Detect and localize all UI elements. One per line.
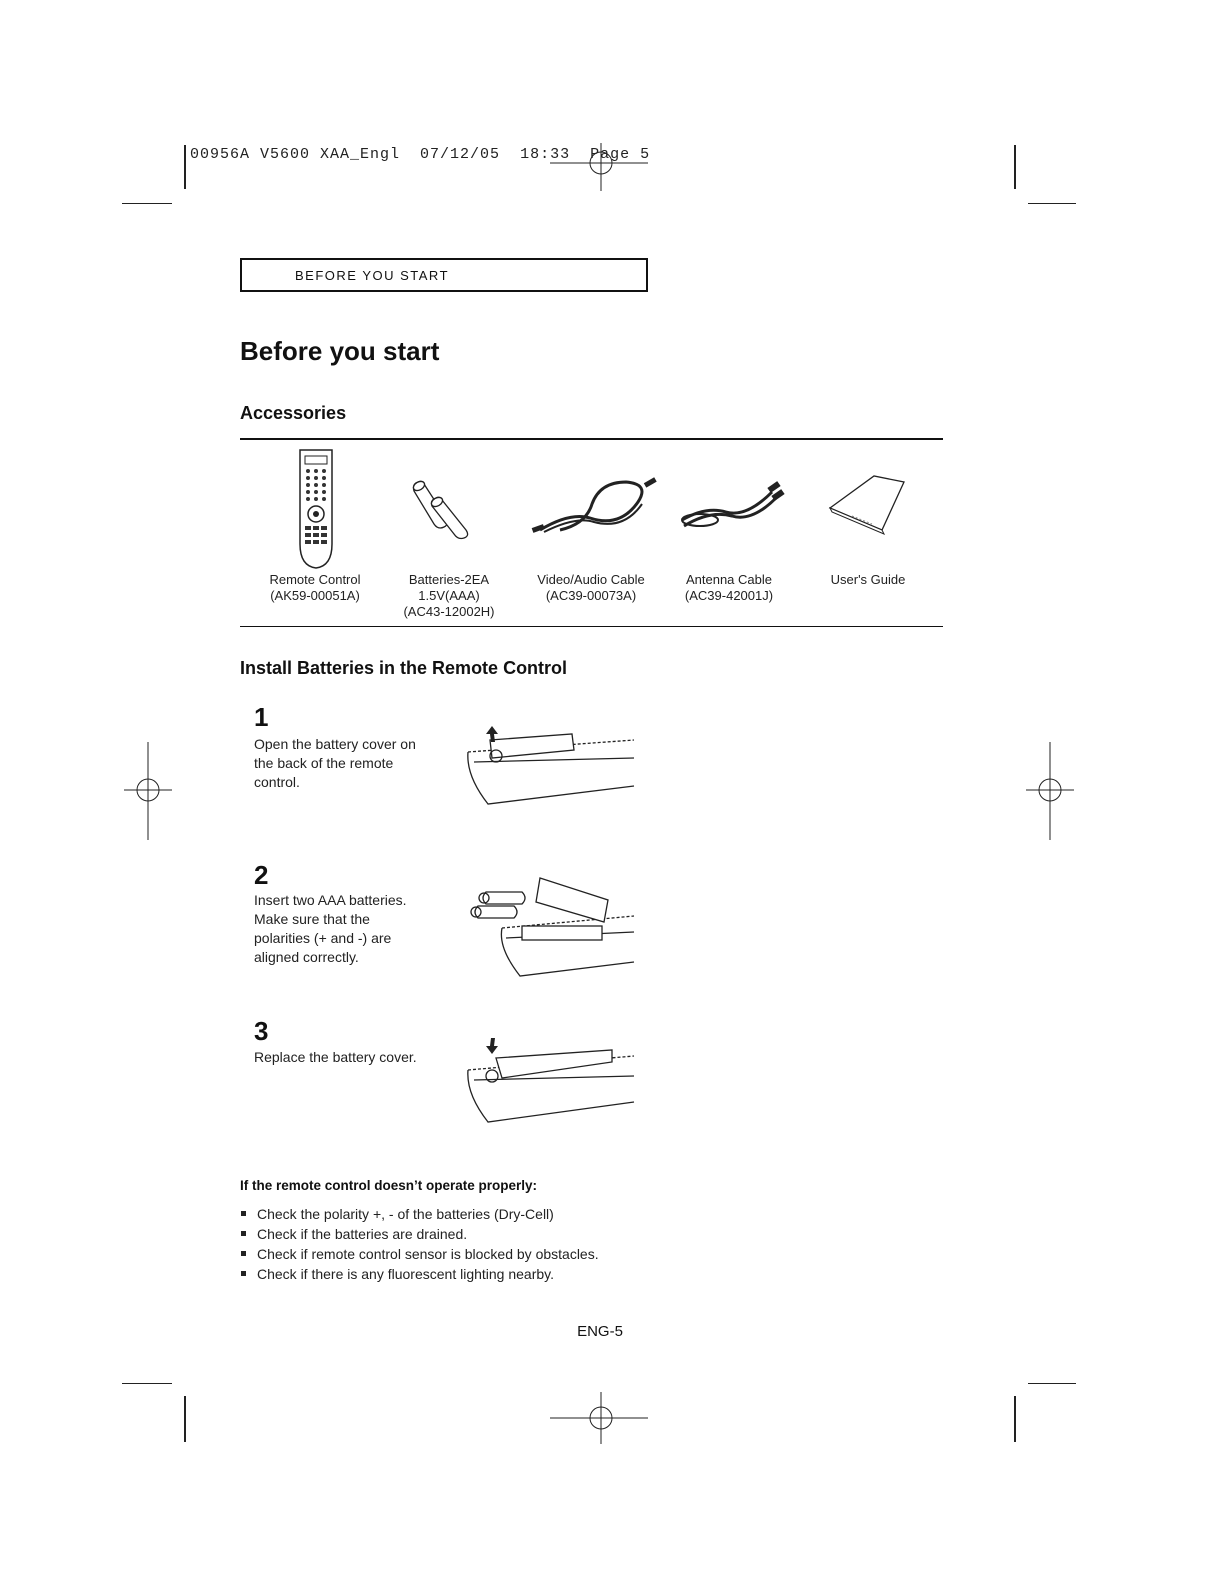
troubleshooting-heading: If the remote control doesn’t operate properly: (240, 1178, 538, 1193)
step-text: Insert two AAA batteries. Make sure that the polarities (+ and -) are aligned correctly. (254, 892, 407, 965)
step-number: 1 (254, 702, 269, 732)
page-title: Before you start (240, 336, 440, 366)
accessory-name: Remote Control (269, 572, 361, 587)
accessory-name: Batteries-2EA (408, 572, 490, 587)
crop-mark (184, 145, 186, 189)
accessory-label (516, 572, 666, 604)
step-number: 2 (254, 860, 269, 890)
accessory-name: Antenna Cable (685, 572, 772, 587)
antenna-cable-icon (676, 476, 786, 536)
accessories-bottom-rule (240, 626, 943, 627)
section-header-text: BEFORE YOU START (294, 268, 450, 283)
registration-mark (550, 135, 650, 195)
accessory-part: (AC39-00073A) (545, 588, 637, 603)
video-audio-cable-icon (530, 472, 660, 542)
accessories-heading: Accessories (240, 403, 347, 423)
step-number: 3 (254, 1016, 269, 1046)
batteries-icon (412, 472, 482, 542)
open-battery-cover-illustration (462, 726, 642, 826)
crop-mark (1028, 203, 1076, 204)
list-item: Check if remote control sensor is blocked by obstacles. (240, 1244, 599, 1264)
accessory-label (654, 572, 804, 604)
page-number: ENG-5 (577, 1323, 623, 1340)
accessory-spec: 1.5V(AAA) (418, 588, 480, 603)
section-header-box (240, 258, 648, 292)
accessory-part: (AK59-00051A) (270, 588, 360, 603)
list-item: Check if there is any fluorescent lighting nearby. (240, 1264, 599, 1284)
registration-mark (1022, 742, 1082, 842)
accessory-label (793, 572, 943, 588)
accessory-label (374, 572, 524, 620)
crop-mark (1014, 145, 1016, 189)
accessory-part: (AC39-42001J) (684, 588, 774, 603)
step-text: Replace the battery cover. (254, 1049, 417, 1065)
accessory-part: (AC43-12002H) (403, 604, 495, 619)
accessory-name: Video/Audio Cable (537, 572, 645, 587)
slug-file: 00956A V5600 XAA_Engl (190, 146, 401, 163)
crop-mark (1014, 1396, 1016, 1442)
slug-date: 07/12/05 (420, 146, 501, 163)
replace-battery-cover-illustration (462, 1036, 642, 1136)
remote-control-icon (286, 446, 346, 576)
slug-page: Page 5 (590, 146, 651, 163)
crop-mark (1028, 1383, 1076, 1384)
accessories-top-rule (240, 438, 943, 440)
list-item: Check the polarity +, - of the batteries (Dry-Cell) (240, 1204, 599, 1224)
print-slug (190, 146, 650, 163)
registration-mark (120, 742, 180, 842)
users-guide-icon (826, 472, 916, 542)
slug-time: 18:33 (520, 146, 571, 163)
crop-mark (184, 1396, 186, 1442)
crop-mark (122, 203, 172, 204)
registration-mark (550, 1388, 650, 1448)
list-item: Check if the batteries are drained. (240, 1224, 599, 1244)
insert-batteries-illustration (462, 872, 642, 982)
step-text: Open the battery cover on the back of the remote control. (254, 736, 416, 790)
crop-mark (122, 1383, 172, 1384)
accessory-name: User's Guide (830, 572, 906, 587)
troubleshooting-list (240, 1204, 599, 1284)
accessory-label (240, 572, 390, 604)
install-batteries-heading: Install Batteries in the Remote Control (240, 658, 568, 678)
